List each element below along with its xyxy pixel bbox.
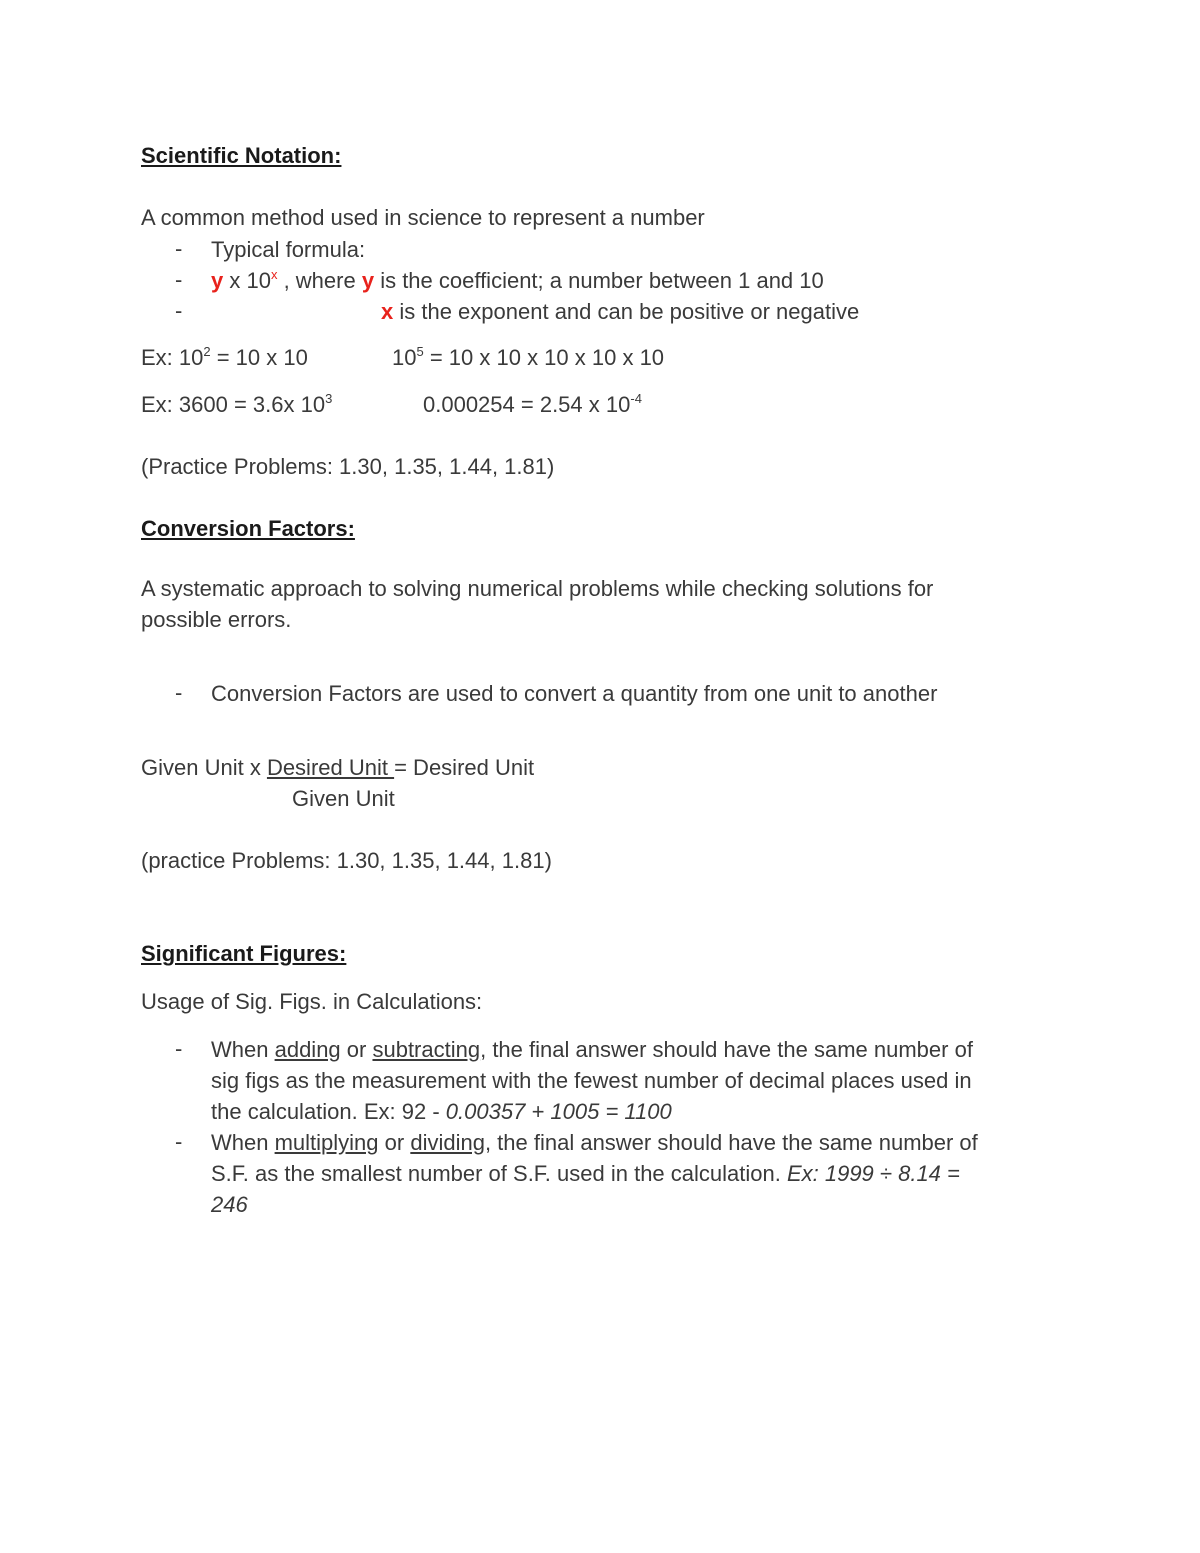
bullet-dash: - [175, 236, 183, 261]
conv-intro-line-2: possible errors. [141, 607, 292, 632]
sci-example-1a [141, 343, 308, 373]
bullet-dash: - [175, 1036, 183, 1061]
ex1b-expansion: = 10 x 10 x 10 x 10 x 10 [423, 345, 665, 370]
b1-or: or [340, 1037, 373, 1062]
formula-numerator: Desired Unit [266, 755, 395, 780]
sci-intro: A common method used in science to represent a number [141, 205, 705, 230]
sig-bullet-2-line-3: 246 [211, 1192, 248, 1217]
b1-adding: adding [274, 1037, 341, 1062]
coefficient-y-label: y [361, 268, 375, 293]
formula-coefficient-desc: is the coefficient; a number between 1 and 10 [374, 268, 824, 293]
b2-example-italic: Ex: 1999 ÷ 8.14 = [786, 1161, 960, 1186]
conv-practice-problems: (practice Problems: 1.30, 1.35, 1.44, 1.81) [141, 848, 552, 873]
sci-example-2b [423, 390, 642, 420]
b2-multiplying: multiplying [274, 1130, 379, 1155]
b1-when: When [211, 1037, 275, 1062]
ex2-exp: 3 [325, 391, 333, 406]
ex2-text: Ex: 3600 = 3.6x 10 [141, 392, 326, 417]
ex1-base: Ex: 10 [141, 345, 204, 370]
b2-when: When [211, 1130, 275, 1155]
formula-where: , where [277, 268, 362, 293]
sig-intro: Usage of Sig. Figs. in Calculations: [141, 989, 483, 1014]
sci-bullet-formula [211, 265, 824, 296]
exponent-x: x [270, 267, 278, 282]
conv-formula-denominator: Given Unit [292, 786, 395, 811]
sig-bullet-1-line-3 [211, 1096, 672, 1127]
ex1b-base: 10 [392, 345, 417, 370]
sig-bullet-1-line-2: sig figs as the measurement with the fewest number of decimal places used in [211, 1068, 972, 1093]
sig-bullet-2-line-2 [211, 1158, 960, 1189]
sci-example-1b [392, 343, 664, 373]
b2-line2-text: S.F. as the smallest number of S.F. used in the calculation. [211, 1161, 787, 1186]
sci-bullet-typical-formula: Typical formula: [211, 237, 366, 262]
sci-example-2a [141, 390, 332, 420]
formula-result: = Desired Unit [394, 755, 535, 780]
conv-bullet-1: Conversion Factors are used to convert a quantity from one unit to another [211, 681, 938, 706]
section-heading-conversion-factors: Conversion Factors: [141, 516, 355, 541]
conv-intro-line-1: A systematic approach to solving numerical problems while checking solutions for [141, 576, 934, 601]
coefficient-y: y [211, 268, 224, 293]
b2-or: or [378, 1130, 411, 1155]
section-heading-scientific-notation: Scientific Notation: [141, 143, 342, 168]
bullet-dash: - [175, 1129, 183, 1154]
section-heading-significant-figures: Significant Figures: [141, 941, 347, 966]
bullet-dash: - [175, 267, 183, 292]
ex1b-exp: 5 [416, 344, 424, 359]
ex2b-exp: -4 [630, 391, 642, 406]
sig-bullet-2-line-1 [211, 1127, 978, 1158]
ex2b-text: 0.000254 = 2.54 x 10 [423, 392, 631, 417]
b1-rest: , the final answer should have the same number of [480, 1037, 973, 1062]
b1-subtracting: subtracting [372, 1037, 481, 1062]
bullet-dash: - [175, 680, 183, 705]
b1-example-lead: the calculation. Ex: 92 - [211, 1099, 446, 1124]
b2-dividing: dividing [410, 1130, 485, 1155]
ex1-exp: 2 [203, 344, 211, 359]
b2-rest: , the final answer should have the same number of [484, 1130, 978, 1155]
exponent-desc: is the exponent and can be positive or negative [393, 299, 860, 324]
b1-example-italic: 0.00357 + 1005 = 1100 [445, 1099, 672, 1124]
exponent-x-label: x [381, 299, 394, 324]
sci-bullet-exponent [381, 296, 859, 327]
sig-bullet-1-line-1 [211, 1034, 973, 1065]
ex1-expansion: = 10 x 10 [210, 345, 308, 370]
formula-x10: x 10 [223, 268, 271, 293]
conv-formula [141, 753, 534, 783]
bullet-dash: - [175, 298, 183, 323]
formula-given-unit: Given Unit x [141, 755, 267, 780]
sci-practice-problems: (Practice Problems: 1.30, 1.35, 1.44, 1.81) [141, 454, 555, 479]
